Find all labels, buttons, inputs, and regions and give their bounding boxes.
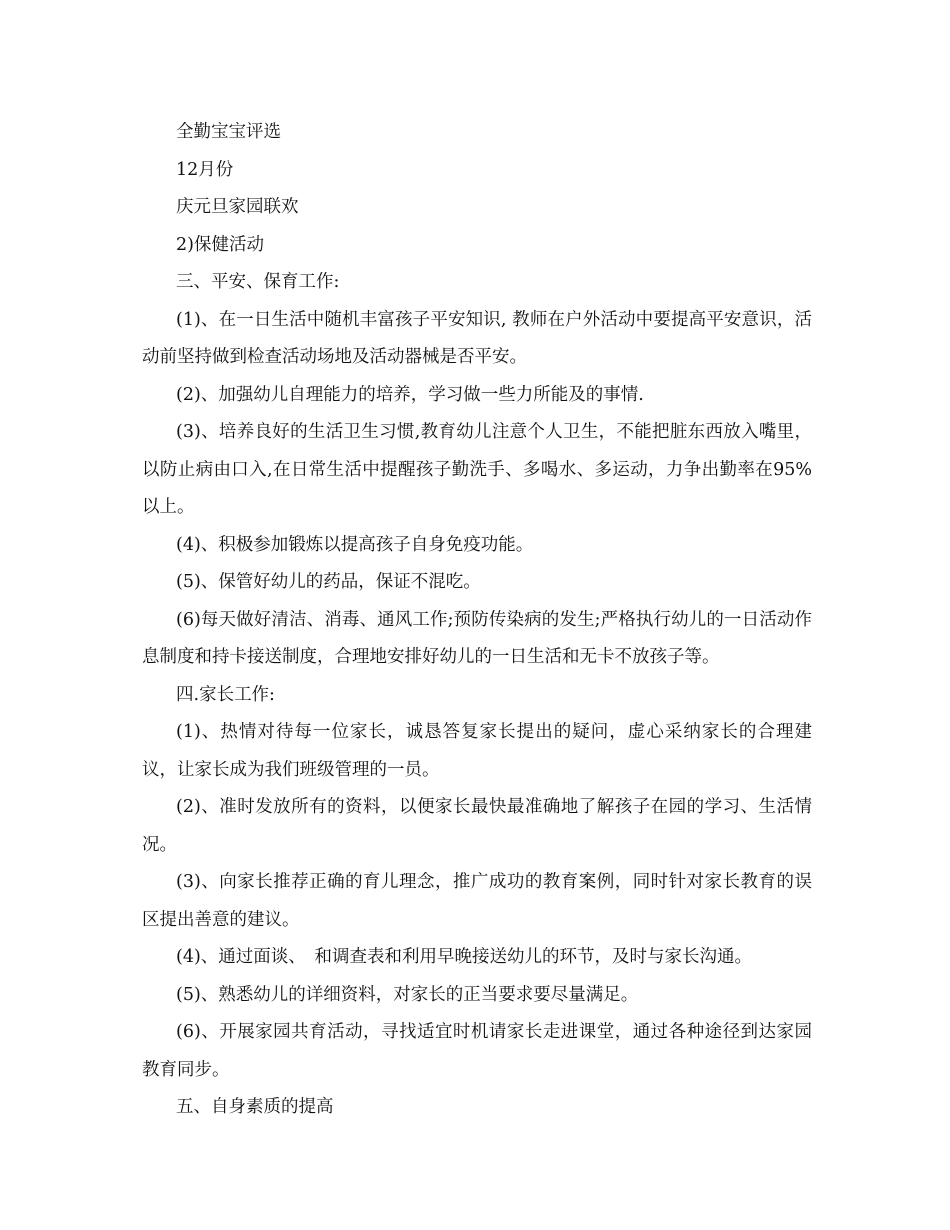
section-heading: 五、自身素质的提高 bbox=[176, 1097, 334, 1117]
paragraph: (5)、保管好幼儿的药品，保证不混吃。 bbox=[176, 572, 481, 592]
paragraph: (2)、加强幼儿自理能力的培养，学习做一些力所能及的事情. bbox=[176, 384, 644, 405]
paragraph: (1)、在一日生活中随机丰富孩子平安知识, 教师在户外活动中要提高平安意识，活动前坚持做到检查活动场地及活动器械是否平安。 bbox=[142, 309, 812, 367]
section-heading: 三、平安、保育工作: bbox=[176, 272, 340, 292]
paragraph: 2)保健活动 bbox=[176, 234, 264, 255]
document-body bbox=[142, 114, 812, 1127]
section-heading: 四.家长工作: bbox=[176, 684, 275, 705]
paragraph: 庆元旦家园联欢 bbox=[176, 197, 299, 217]
paragraph: (1)、热情对待每一位家长，诚恳答复家长提出的疑问，虚心采纳家长的合理建议，让家长成为我们班级管理的一员。 bbox=[142, 722, 812, 780]
paragraph: (4)、积极参加锻炼以提高孩子自身免疫功能。 bbox=[176, 534, 534, 555]
paragraph: (6)、开展家园共育活动，寻找适宜时机请家长走进课堂，通过各种途径到达家园教育同步。 bbox=[142, 1022, 812, 1080]
paragraph: (6)每天做好清洁、消毒、通风工作;预防传染病的发生;严格执行幼儿的一日活动作息制度和持卡接送制度，合理地安排好幼儿的一日生活和无卡不放孩子等。 bbox=[142, 609, 812, 667]
paragraph: 12月份 bbox=[176, 159, 234, 180]
paragraph: (3)、向家长推荐正确的育儿理念，推广成功的教育案例，同时针对家长教育的误区提出善意的建议。 bbox=[142, 872, 812, 930]
paragraph: 全勤宝宝评选 bbox=[176, 122, 281, 142]
paragraph: (2)、准时发放所有的资料，以便家长最快最准确地了解孩子在园的学习、生活情况。 bbox=[142, 797, 812, 855]
paragraph: (4)、通过面谈、 和调查表和利用早晚接送幼儿的环节，及时与家长沟通。 bbox=[176, 947, 753, 967]
paragraph: (5)、熟悉幼儿的详细资料，对家长的正当要求要尽量满足。 bbox=[176, 984, 639, 1005]
paragraph: (3)、培养良好的生活卫生习惯,教育幼儿注意个人卫生，不能把脏东西放入嘴里，以防止病由口入,在日常生活中提醒孩子勤洗手、多喝水、多运动，力争出勤率在95%以上。 bbox=[142, 422, 812, 517]
